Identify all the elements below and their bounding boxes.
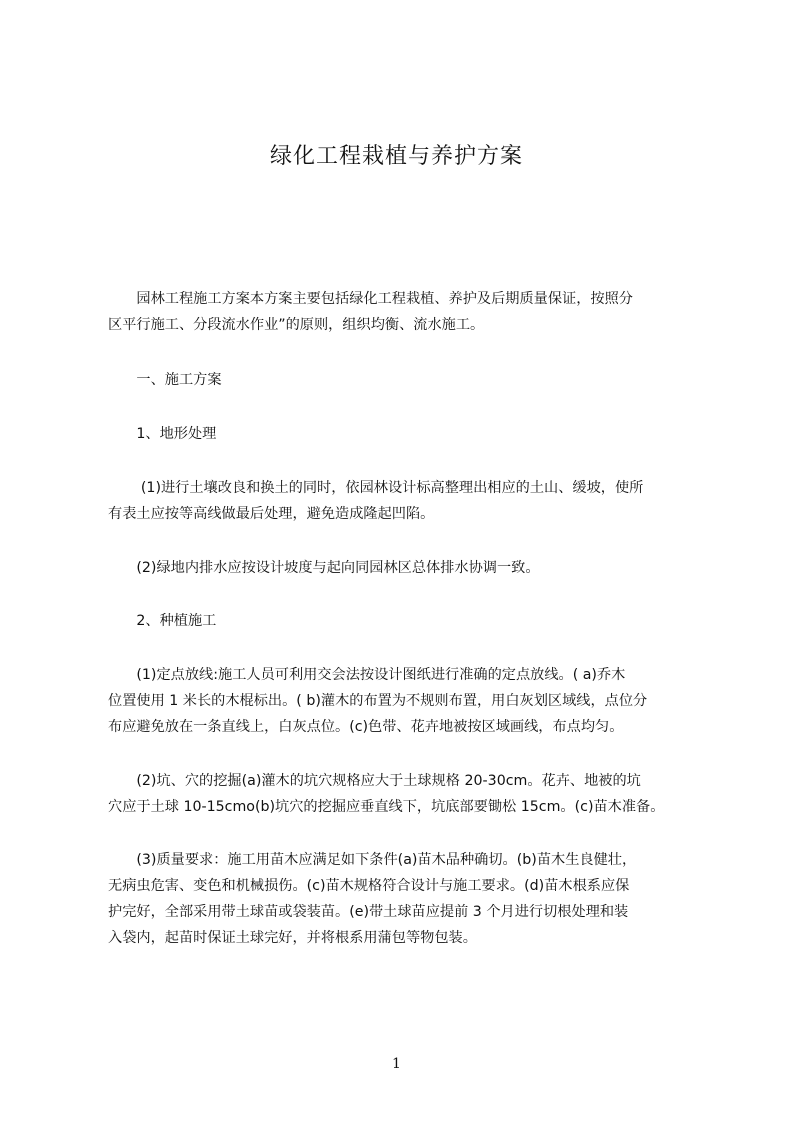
document-title: 绿化工程栽植与养护方案 <box>269 144 523 169</box>
subsection-heading-terrain <box>108 421 712 447</box>
p3-line-3: 布应避免放在一条直线上，白灰点位。(c)色带、花卉地被按区域画线，布点均匀。 <box>108 719 624 735</box>
intro-line-2: 区平行施工、分段流水作业”的原则，组织均衡、流水施工。 <box>108 317 485 333</box>
p5-line-2: 无病虫危害、变色和机械损伤。(c)苗木规格符合设计与施工要求。(d)苗木根系应保 <box>108 878 630 894</box>
paragraph-drainage <box>108 555 712 581</box>
p4-line-1: (2)坑、穴的挖掘(a)灌木的坑穴规格应大于土球规格 20-30cm。花卉、地被的坑 <box>108 773 641 789</box>
p5-line-4: 入袋内，起苗时保证土球完好，并将根系用蒲包等物包装。 <box>108 930 477 946</box>
p1-line-1: (1)进行土壤改良和换土的同时，依园林设计标高整理出相应的土山、缓坡，使所 <box>108 480 644 496</box>
page-number: 1 <box>392 1056 401 1072</box>
intro-paragraph <box>108 286 712 338</box>
section-heading-construction-plan <box>108 367 712 393</box>
p1-line-2: 有表土应按等高线做最后处理，避免造成隆起凹陷。 <box>108 506 435 522</box>
p2-line-1: (2)绿地内排水应按设计坡度与起向同园林区总体排水协调一致。 <box>108 560 540 576</box>
paragraph-pit-digging <box>108 768 712 820</box>
p4-line-2: 穴应于土球 10-15cmo(b)坑穴的挖掘应垂直线下，坑底部要锄松 15cm。(c)苗木准备。 <box>108 799 665 815</box>
section-1-heading: 一、施工方案 <box>108 372 222 388</box>
p5-line-3: 护完好，全部采用带土球苗或袋装苗。(e)带土球苗应提前 3 个月进行切根处理和装 <box>108 904 629 920</box>
paragraph-soil-improvement <box>108 475 712 527</box>
p5-line-1: (3)质量要求：施工用苗木应满足如下条件(a)苗木品种确切。(b)苗木生良健壮， <box>108 852 637 868</box>
subsection-2-heading: 2、种植施工 <box>108 613 217 629</box>
paragraph-quality-requirements <box>108 847 712 951</box>
intro-line-1: 园林工程施工方案本方案主要包括绿化工程栽植、养护及后期质量保证，按照分 <box>108 291 633 307</box>
paragraph-positioning <box>108 662 712 740</box>
subsection-1-heading: 1、地形处理 <box>108 426 217 442</box>
p3-line-2: 位置使用 1 米长的木棍标出。( b)灌木的布置为不规则布置，用白灰划区域线，点位分 <box>108 693 648 709</box>
p3-line-1: (1)定点放线:施工人员可利用交会法按设计图纸进行准确的定点放线。( a)乔木 <box>108 667 626 683</box>
subsection-heading-planting <box>108 608 712 634</box>
